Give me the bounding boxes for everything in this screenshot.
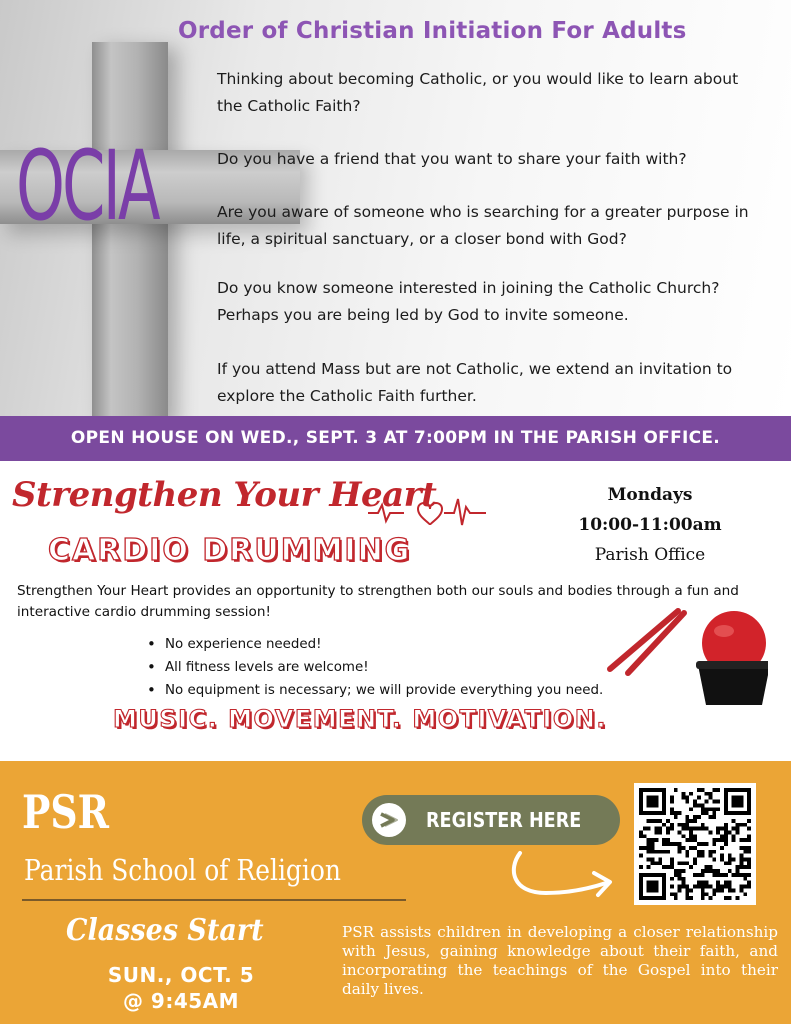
schedule-place: Parish Office xyxy=(594,545,706,565)
heartbeat-line-icon xyxy=(368,491,488,531)
ocia-title: Order of Christian Initiation For Adults xyxy=(178,18,687,44)
schedule-day: Mondays xyxy=(607,485,693,505)
cardio-section xyxy=(0,461,791,761)
list-item: • All fitness levels are welcome! xyxy=(145,656,705,679)
psr-title: PSR xyxy=(22,785,109,839)
ocia-paragraph-4: Do you know someone interested in joining the Catholic Church? Perhaps you are being led by God to invite someone. xyxy=(217,279,720,324)
schedule-time: 10:00-11:00am xyxy=(578,515,722,535)
strengthen-your-heart-title: Strengthen Your Heart xyxy=(12,475,437,515)
curved-arrow-icon xyxy=(506,849,626,909)
open-house-banner: OPEN HOUSE ON WED., SEPT. 3 AT 7:00PM IN THE PARISH OFFICE. xyxy=(0,416,791,461)
psr-divider xyxy=(22,899,406,901)
psr-subtitle: Parish School of Religion xyxy=(24,853,341,887)
psr-start-time: @ 9:45AM xyxy=(122,989,240,1013)
register-here-button[interactable] xyxy=(362,795,620,845)
cardio-motto: MUSIC. MOVEMENT. MOTIVATION. xyxy=(113,705,607,733)
cardio-description: Strengthen Your Heart provides an opportunity to strengthen both our souls and bodies through a fun and interactive cardio drumming session! xyxy=(17,583,739,620)
drumsticks-icon xyxy=(610,611,684,673)
ocia-paragraph-1: Thinking about becoming Catholic, or you would like to learn about the Catholic Faith? xyxy=(217,70,739,115)
psr-description: PSR assists children in developing a closer relationship with Jesus, gaining knowledge about their faith, and incorporating the teachings of the Gospel into their daily lives. xyxy=(342,923,778,998)
drum-equipment-illustration xyxy=(598,601,768,711)
ocia-paragraph-2: Do you have a friend that you want to share your faith with? xyxy=(217,150,687,168)
ocia-acronym: OCIA xyxy=(16,130,158,242)
list-item: • No experience needed! xyxy=(145,633,705,656)
psr-section xyxy=(0,761,791,1024)
ocia-section xyxy=(0,0,791,416)
psr-start-date: SUN., OCT. 5 xyxy=(107,963,255,987)
qr-code-icon[interactable] xyxy=(634,783,756,905)
ocia-paragraph-3: Are you aware of someone who is searching for a greater purpose in life, a spiritual sanctuary, or a closer bond with God? xyxy=(217,203,749,248)
exercise-ball-bucket-icon xyxy=(696,611,768,705)
register-here-label: REGISTER HERE xyxy=(426,808,582,832)
list-item: • No equipment is necessary; we will provide everything you need. xyxy=(145,679,705,702)
classes-start-label: Classes Start xyxy=(66,913,264,948)
cardio-drumming-title: CARDIO DRUMMING xyxy=(48,533,412,568)
ocia-paragraph-5: If you attend Mass but are not Catholic, we extend an invitation to explore the Catholic Faith further. xyxy=(217,360,733,405)
chevron-right-icon xyxy=(372,803,406,837)
